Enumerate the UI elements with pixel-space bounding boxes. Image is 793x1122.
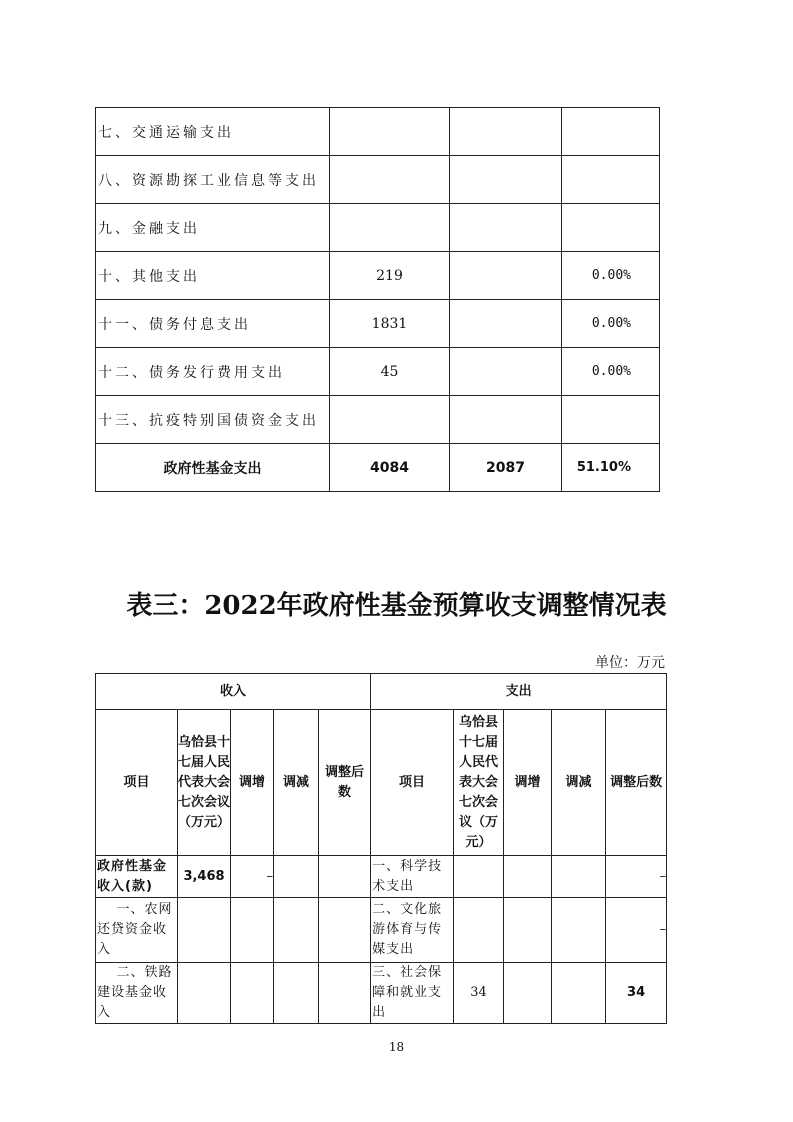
actual-value bbox=[450, 108, 562, 156]
table-row bbox=[96, 396, 660, 444]
income-adjusted bbox=[319, 898, 371, 963]
col-adjusted: 调整后数 bbox=[606, 710, 667, 856]
budget-value bbox=[330, 396, 450, 444]
table-row bbox=[96, 898, 667, 963]
expense-item: 二、文化旅游体育与传媒支出 bbox=[371, 898, 454, 963]
col-base: 乌恰县十七届人民代表大会七次会议（万元） bbox=[454, 710, 504, 856]
budget-adjustment-table bbox=[95, 673, 667, 1024]
table-row bbox=[96, 252, 660, 300]
income-base bbox=[178, 898, 231, 963]
budget-value: 1831 bbox=[330, 300, 450, 348]
total-actual: 2087 bbox=[450, 444, 562, 492]
total-budget: 4084 bbox=[330, 444, 450, 492]
income-decrease bbox=[274, 963, 319, 1024]
income-base bbox=[178, 963, 231, 1024]
actual-value bbox=[450, 300, 562, 348]
col-adjusted: 调整后数 bbox=[319, 710, 371, 856]
table-row bbox=[96, 348, 660, 396]
income-item: 二、铁路建设基金收入 bbox=[96, 963, 178, 1024]
item-name: 七、交通运输支出 bbox=[96, 108, 330, 156]
budget-value bbox=[330, 204, 450, 252]
percent-value bbox=[562, 108, 660, 156]
table-row bbox=[96, 204, 660, 252]
percent-value bbox=[562, 396, 660, 444]
percent-value bbox=[562, 204, 660, 252]
actual-value bbox=[450, 204, 562, 252]
expense-decrease bbox=[552, 898, 606, 963]
expense-adjusted: 34 bbox=[606, 963, 667, 1024]
col-increase: 调增 bbox=[231, 710, 274, 856]
income-header: 收入 bbox=[96, 674, 371, 710]
budget-value bbox=[330, 156, 450, 204]
item-name: 八、资源勘探工业信息等支出 bbox=[96, 156, 330, 204]
income-increase bbox=[231, 963, 274, 1024]
income-item: 政府性基金收入(款) bbox=[96, 856, 178, 898]
percent-value bbox=[562, 156, 660, 204]
expense-decrease bbox=[552, 856, 606, 898]
page-number: 18 bbox=[388, 1040, 405, 1054]
expense-decrease bbox=[552, 963, 606, 1024]
table-row bbox=[96, 963, 667, 1024]
income-base: 3,468 bbox=[178, 856, 231, 898]
table-title: 表三：2022年政府性基金预算收支调整情况表 bbox=[126, 591, 667, 621]
unit-label: 单位：万元 bbox=[595, 655, 665, 671]
expense-base: 34 bbox=[454, 963, 504, 1024]
expense-item: 一、科学技术支出 bbox=[371, 856, 454, 898]
percent-value: 0.00% bbox=[562, 252, 660, 300]
item-name: 九、金融支出 bbox=[96, 204, 330, 252]
actual-value bbox=[450, 348, 562, 396]
income-increase bbox=[231, 898, 274, 963]
col-base: 乌恰县十七届人民代表大会七次会议（万元） bbox=[178, 710, 231, 856]
total-row bbox=[96, 444, 660, 492]
income-item: 一、农网还贷资金收入 bbox=[96, 898, 178, 963]
percent-value: 0.00% bbox=[562, 300, 660, 348]
total-percent: 51.10% bbox=[562, 444, 660, 492]
expense-adjusted: – bbox=[606, 898, 667, 963]
expenditure-table bbox=[95, 107, 660, 492]
table-row bbox=[96, 108, 660, 156]
expense-increase bbox=[504, 856, 552, 898]
total-label: 政府性基金支出 bbox=[96, 444, 330, 492]
item-name: 十三、抗疫特别国债资金支出 bbox=[96, 396, 330, 444]
expense-header: 支出 bbox=[371, 674, 667, 710]
expense-adjusted: – bbox=[606, 856, 667, 898]
budget-value: 45 bbox=[330, 348, 450, 396]
table-row bbox=[96, 300, 660, 348]
expense-item: 三、社会保障和就业支出 bbox=[371, 963, 454, 1024]
budget-value bbox=[330, 108, 450, 156]
percent-value: 0.00% bbox=[562, 348, 660, 396]
expense-increase bbox=[504, 898, 552, 963]
item-name: 十二、债务发行费用支出 bbox=[96, 348, 330, 396]
table-row bbox=[96, 856, 667, 898]
actual-value bbox=[450, 396, 562, 444]
item-name: 十一、债务付息支出 bbox=[96, 300, 330, 348]
col-decrease: 调减 bbox=[552, 710, 606, 856]
actual-value bbox=[450, 252, 562, 300]
expense-base bbox=[454, 898, 504, 963]
item-name: 十、其他支出 bbox=[96, 252, 330, 300]
expense-increase bbox=[504, 963, 552, 1024]
col-item: 项目 bbox=[96, 710, 178, 856]
col-increase: 调增 bbox=[504, 710, 552, 856]
col-decrease: 调减 bbox=[274, 710, 319, 856]
budget-value: 219 bbox=[330, 252, 450, 300]
income-decrease bbox=[274, 856, 319, 898]
expense-base bbox=[454, 856, 504, 898]
actual-value bbox=[450, 156, 562, 204]
col-item: 项目 bbox=[371, 710, 454, 856]
income-decrease bbox=[274, 898, 319, 963]
income-increase: – bbox=[231, 856, 274, 898]
table-row bbox=[96, 156, 660, 204]
income-adjusted bbox=[319, 856, 371, 898]
income-adjusted bbox=[319, 963, 371, 1024]
